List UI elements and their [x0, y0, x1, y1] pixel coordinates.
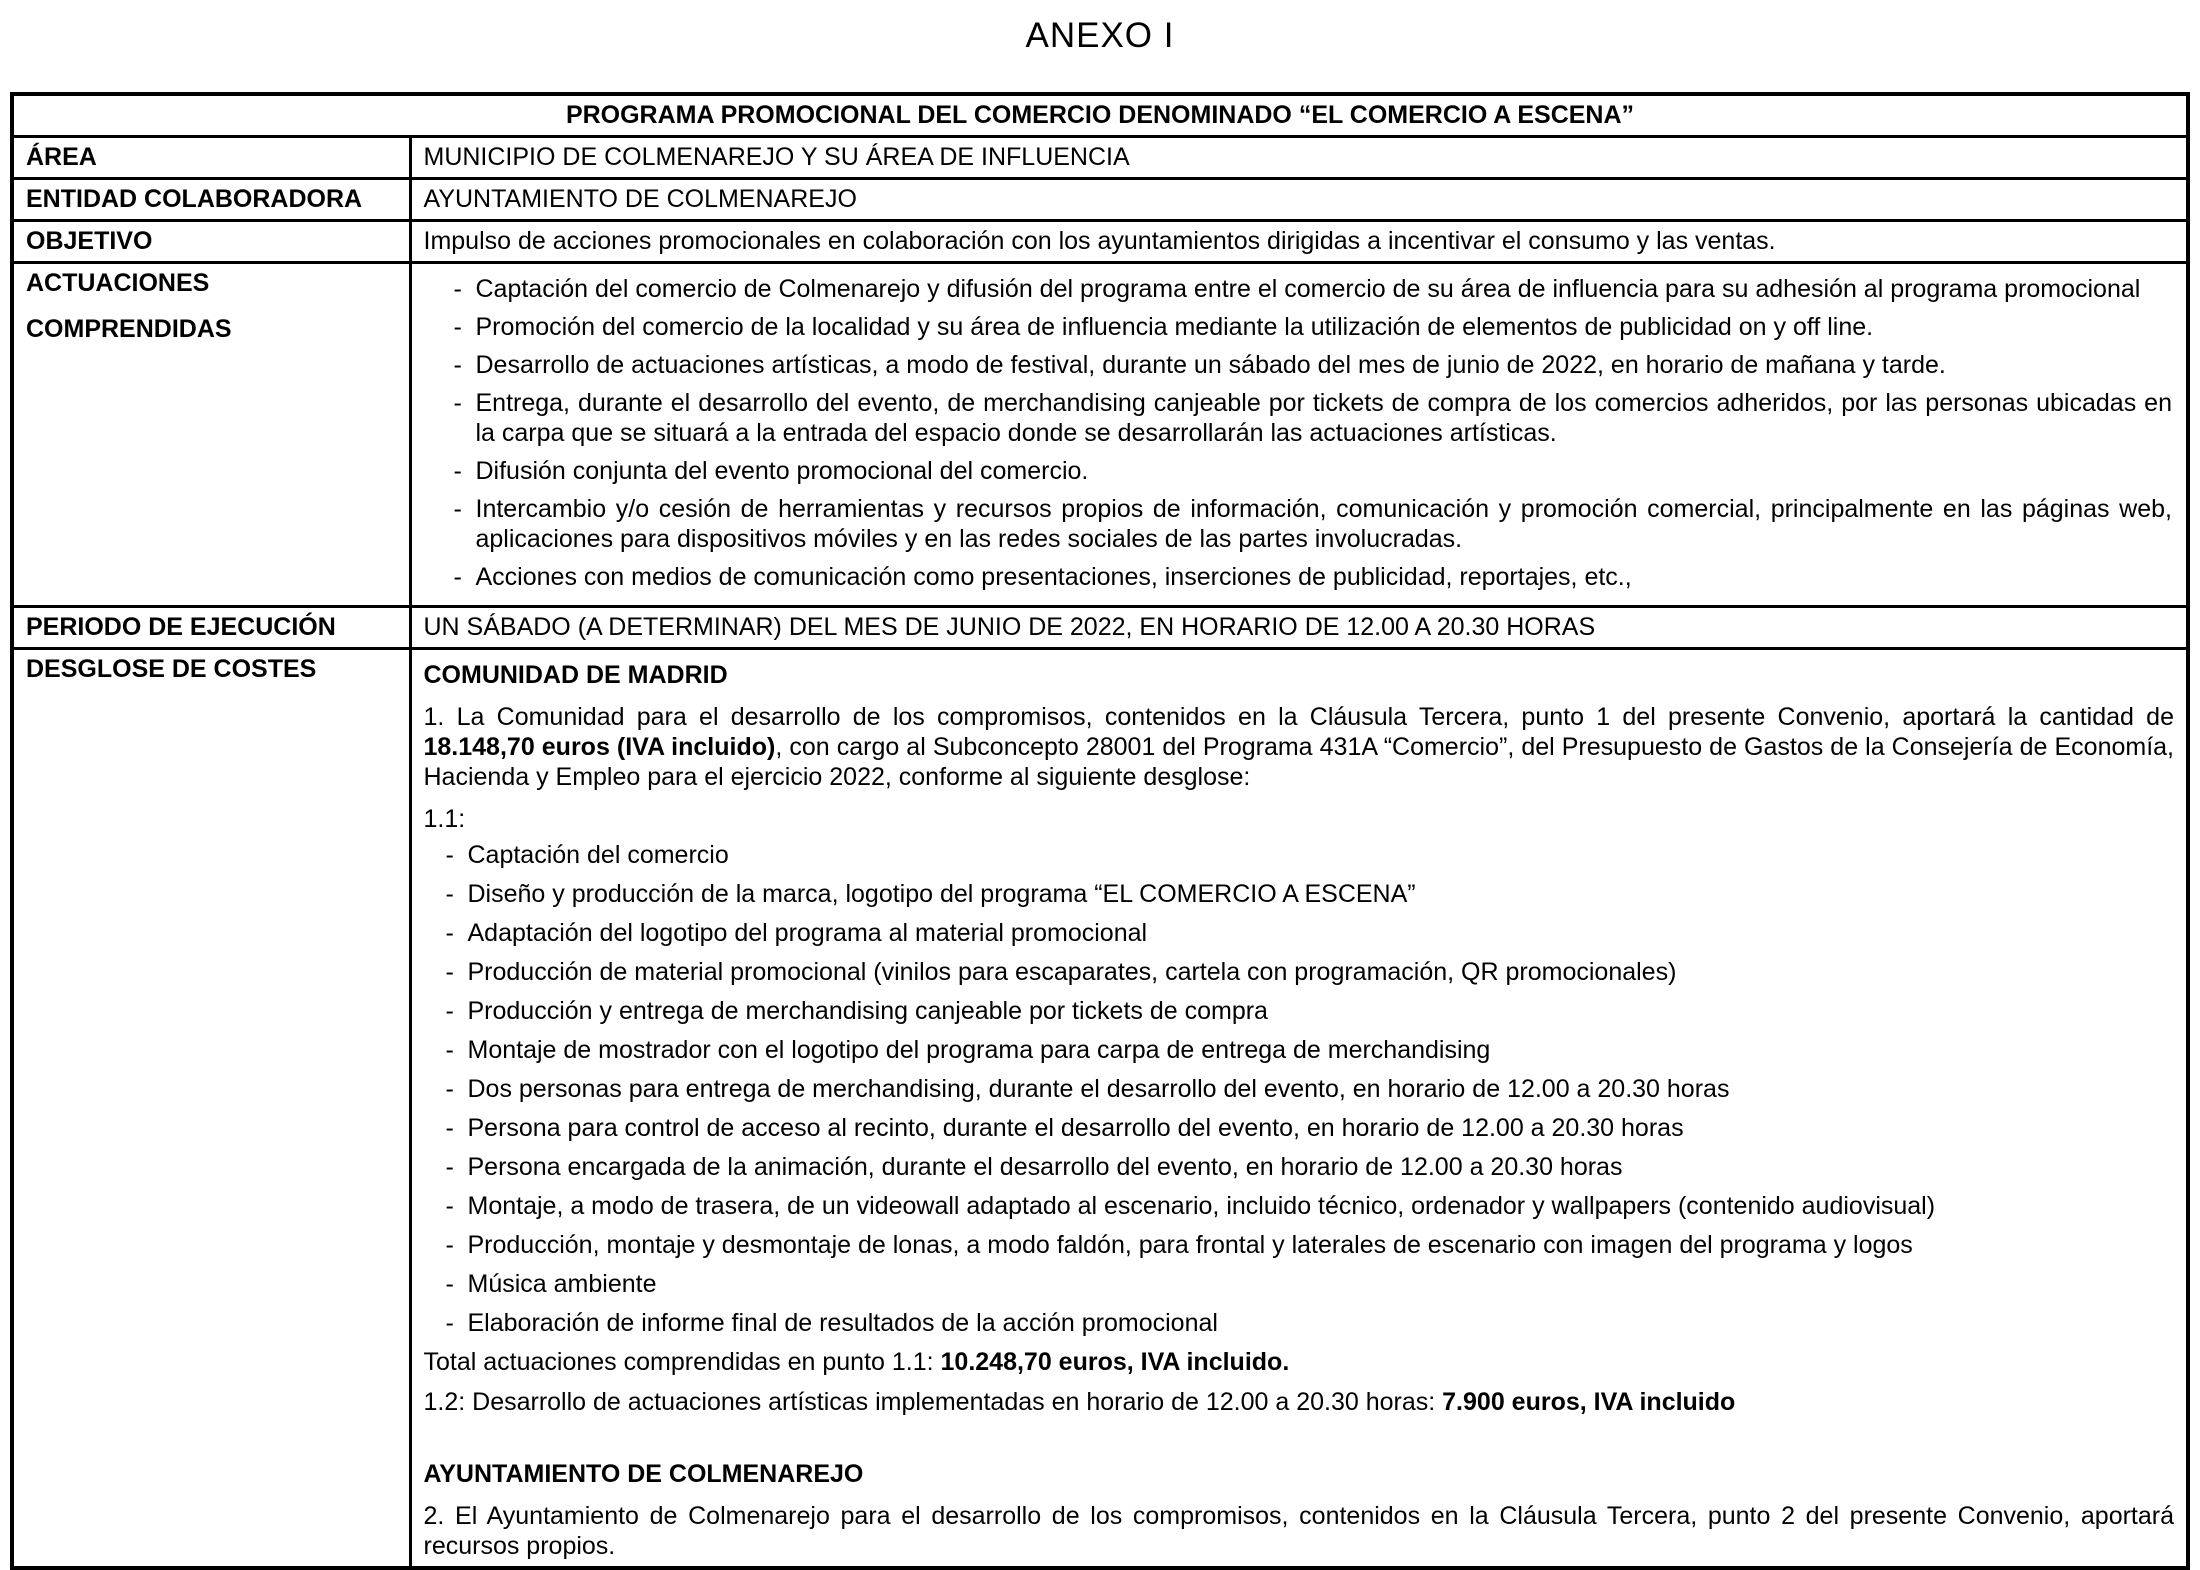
- table-row-actuaciones: [12, 263, 2188, 607]
- bullet-text: Promoción del comercio de la localidad y su área de influencia mediante la utilización de elementos de publicidad on y off line.: [475, 313, 1874, 341]
- row-objetivo-label: OBJETIVO: [12, 221, 410, 263]
- row-periodo-label: PERIODO DE EJECUCIÓN: [12, 607, 410, 649]
- point-1-2-amount: 7.900 euros, IVA incluido: [1442, 1388, 1736, 1416]
- bullet-item: [450, 312, 2173, 342]
- bullet-item: [442, 1152, 2175, 1182]
- bullet-text: Adaptación del logotipo del programa al material promocional: [467, 919, 1148, 947]
- bullet-text: Acciones con medios de comunicación como presentaciones, inserciones de publicidad, reportajes, etc.,: [475, 563, 1632, 591]
- bullet-item: [442, 918, 2175, 948]
- bullet-item: [450, 494, 2173, 554]
- bullet-text: Producción, montaje y desmontaje de lonas, a modo faldón, para frontal y laterales de escenario con imagen del programa y logos: [467, 1231, 1913, 1259]
- total-1-1-line: [424, 1347, 2175, 1377]
- bullet-item: [450, 350, 2173, 380]
- bullet-item: [442, 879, 2175, 909]
- row-actuaciones-label-line2: COMPRENDIDAS: [26, 315, 232, 343]
- row-area-value: MUNICIPIO DE COLMENAREJO Y SU ÁREA DE INFLUENCIA: [410, 137, 2188, 179]
- bullet-text: Producción y entrega de merchandising canjeable por tickets de compra: [467, 997, 1268, 1025]
- point-1-2-line: [424, 1387, 2175, 1417]
- bullet-text: Captación del comercio de Colmenarejo y difusión del programa entre el comercio de su área de influencia para su adhesión al programa promocional: [475, 275, 2141, 303]
- table-header-title: PROGRAMA PROMOCIONAL DEL COMERCIO DENOMINADO “EL COMERCIO A ESCENA”: [12, 94, 2188, 137]
- bullet-item: [450, 388, 2173, 448]
- row-desglose-value: [410, 649, 2188, 1569]
- bullet-item: [442, 1113, 2175, 1143]
- bullet-text: Persona encargada de la animación, durante el desarrollo del evento, en horario de 12.00 a 20.30 horas: [467, 1153, 1623, 1181]
- bullet-item: [442, 1191, 2175, 1221]
- bullet-item: [450, 456, 2173, 486]
- bullet-text: Elaboración de informe final de resultados de la acción promocional: [467, 1309, 1218, 1337]
- page-title: ANEXO I: [1025, 16, 1175, 55]
- table-row-header: [12, 94, 2188, 137]
- bullet-text: Diseño y producción de la marca, logotipo del programa “EL COMERCIO A ESCENA”: [467, 880, 1416, 908]
- bullet-text: Música ambiente: [467, 1270, 657, 1298]
- bullet-item: [442, 1230, 2175, 1260]
- table-row-desglose: [12, 649, 2188, 1569]
- bullet-text: Montaje de mostrador con el logotipo del programa para carpa de entrega de merchandising: [467, 1036, 1491, 1064]
- paragraph-1: [424, 702, 2175, 792]
- ayuntamiento-heading: AYUNTAMIENTO DE COLMENAREJO: [423, 1460, 864, 1488]
- bullet-text: Intercambio y/o cesión de herramientas y recursos propios de información, comunicación y promoción comercial, principalmente en las páginas web, aplicaciones para dispositivos móviles y en las redes sociales de las partes involucradas.: [475, 495, 2172, 553]
- row-area-label: ÁREA: [12, 137, 410, 179]
- row-actuaciones-value: [410, 263, 2188, 607]
- actuaciones-bullet-list: [450, 274, 2173, 592]
- bullet-item: [442, 1308, 2175, 1338]
- bullet-item: [442, 1035, 2175, 1065]
- bullet-text: Montaje, a modo de trasera, de un videowall adaptado al escenario, incluido técnico, ordenador y wallpapers (contenido audiovisual): [467, 1192, 1936, 1220]
- annex-table: [10, 92, 2190, 1570]
- bullet-text: Desarrollo de actuaciones artísticas, a modo de festival, durante un sábado del mes de junio de 2022, en horario de mañana y tarde.: [475, 351, 1946, 379]
- table-row-periodo: [12, 607, 2188, 649]
- bullet-item: [442, 840, 2175, 870]
- row-entidad-label: ENTIDAD COLABORADORA: [12, 179, 410, 221]
- paragraph-1-text-end: , con cargo al Subconcepto 28001 del Programa 431A “Comercio”, del Presupuesto de Gastos de la Consejería de Economía, Hacienda y Empleo para el ejercicio 2022, conforme al siguiente desglose:: [423, 733, 2174, 791]
- row-desglose-label: DESGLOSE DE COSTES: [12, 649, 410, 1569]
- row-entidad-value: AYUNTAMIENTO DE COLMENAREJO: [410, 179, 2188, 221]
- comunidad-madrid-heading: COMUNIDAD DE MADRID: [423, 661, 728, 689]
- bullet-item: [442, 1074, 2175, 1104]
- bullet-text: Persona para control de acceso al recinto, durante el desarrollo del evento, en horario de 12.00 a 20.30 horas: [467, 1114, 1684, 1142]
- desglose-bullet-list: [442, 840, 2175, 1338]
- table-row-objetivo: [12, 221, 2188, 263]
- bullet-text: Producción de material promocional (vinilos para escaparates, cartela con programación, QR promocionales): [467, 958, 1677, 986]
- paragraph-1-amount: 18.148,70 euros (IVA incluido): [423, 733, 776, 761]
- total-1-1-text: Total actuaciones comprendidas en punto 1.1:: [423, 1348, 941, 1376]
- bullet-item: [450, 274, 2173, 304]
- point-1-2-text: 1.2: Desarrollo de actuaciones artísticas implementadas en horario de 12.00 a 20.30 horas:: [423, 1388, 1443, 1416]
- bullet-text: Difusión conjunta del evento promocional del comercio.: [475, 457, 1089, 485]
- table-row-entidad: [12, 179, 2188, 221]
- row-objetivo-value: Impulso de acciones promocionales en colaboración con los ayuntamientos dirigidas a incentivar el consumo y las ventas.: [410, 221, 2188, 263]
- row-actuaciones-label-line1: ACTUACIONES: [26, 269, 210, 297]
- total-1-1-amount: 10.248,70 euros, IVA incluido.: [940, 1348, 1290, 1376]
- bullet-text: Captación del comercio: [467, 841, 729, 869]
- paragraph-1-text-start: 1. La Comunidad para el desarrollo de los compromisos, contenidos en la Cláusula Tercera, punto 1 del presente Convenio, aportará la cantidad de: [423, 703, 2174, 731]
- bullet-text: Entrega, durante el desarrollo del evento, de merchandising canjeable por tickets de compra de los comercios adheridos, por las personas ubicadas en la carpa que se situará a la entrada del espacio donde se desarrollarán las actuaciones artísticas.: [475, 389, 2172, 447]
- table-row-area: [12, 137, 2188, 179]
- bullet-item: [442, 957, 2175, 987]
- bullet-text: Dos personas para entrega de merchandising, durante el desarrollo del evento, en horario de 12.00 a 20.30 horas: [467, 1075, 1730, 1103]
- paragraph-2: 2. El Ayuntamiento de Colmenarejo para el desarrollo de los compromisos, contenidos en la Cláusula Tercera, punto 2 del presente Convenio, aportará recursos propios.: [423, 1502, 2174, 1560]
- bullet-item: [450, 562, 2173, 592]
- row-actuaciones-label: [12, 263, 410, 607]
- bullet-item: [442, 1269, 2175, 1299]
- point-1-1-label: 1.1:: [423, 805, 466, 833]
- bullet-item: [442, 996, 2175, 1026]
- row-periodo-value: UN SÁBADO (A DETERMINAR) DEL MES DE JUNIO DE 2022, EN HORARIO DE 12.00 A 20.30 HORAS: [410, 607, 2188, 649]
